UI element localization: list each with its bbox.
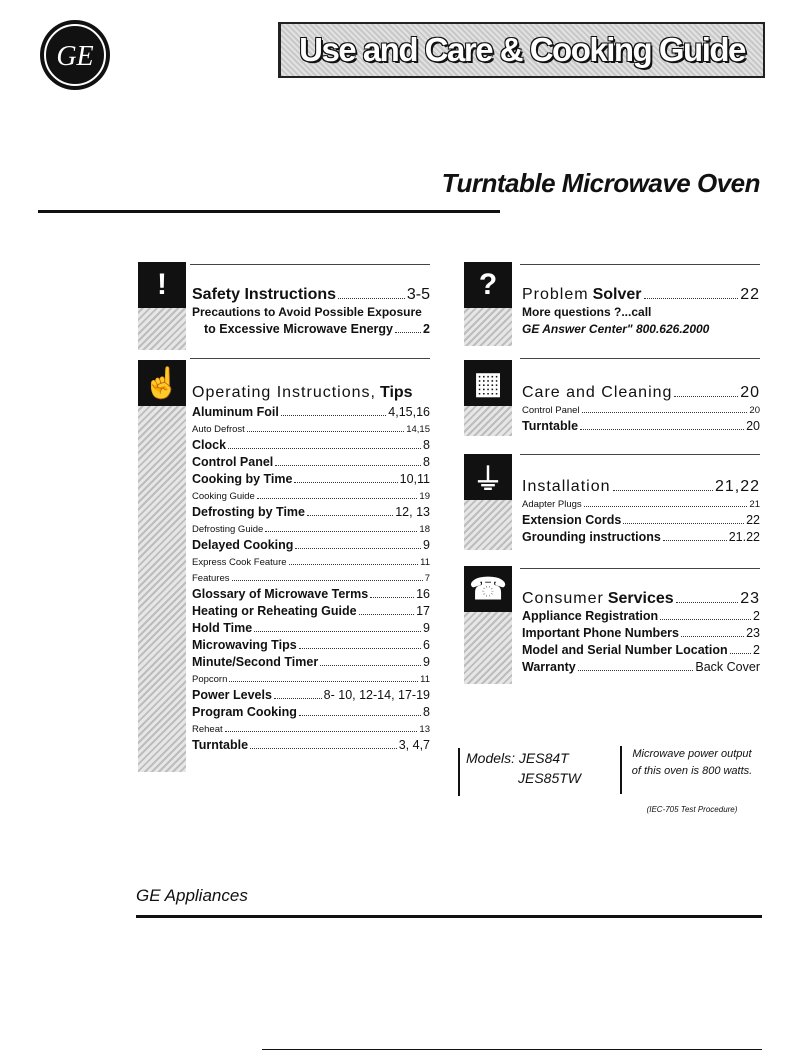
test-procedure-note: (IEC-705 Test Procedure): [646, 805, 738, 814]
toc-entry: [522, 625, 760, 642]
toc-entry-label: Adapter Plugs: [522, 499, 582, 510]
toc-entry: [192, 654, 430, 671]
care-title: Care and Cleaning: [522, 384, 673, 401]
install-title: Installation: [522, 478, 611, 495]
toc-entry-page: 8: [423, 705, 430, 719]
toc-entry-label: Extension Cords: [522, 513, 622, 527]
toc-entry-label: Reheat: [192, 724, 223, 735]
toc-entry-label: Cooking Guide: [192, 491, 255, 502]
safety-line1: Precautions to Avoid Possible Exposure: [192, 305, 422, 319]
title-banner: [278, 22, 765, 78]
toc-entry-page: 20: [749, 405, 760, 416]
toc-entry-page: 9: [423, 621, 430, 635]
toc-entry: [192, 437, 430, 454]
power-line2: of this oven is 800 watts.: [631, 765, 753, 777]
toc-entry: [192, 586, 430, 603]
toc-entry-page: 8: [423, 455, 430, 469]
toc-entry-page: 8- 10, 12-14, 17-19: [323, 688, 430, 702]
operating-title-bold: Tips: [379, 384, 413, 401]
care-section: [522, 384, 760, 435]
toc-entry-label: Hold Time: [192, 621, 253, 635]
toc-entry-label: Popcorn: [192, 674, 228, 685]
toc-entry-page: 11: [420, 557, 430, 568]
toc-entry: [192, 421, 430, 437]
models-box: [458, 748, 588, 796]
toc-entry-page: 7: [424, 573, 430, 584]
care-page: 20: [740, 384, 760, 401]
toc-entry-label: Auto Defrost: [192, 424, 245, 435]
operating-title: Operating Instructions,: [192, 384, 376, 401]
safety-section: [192, 286, 430, 338]
toc-entry: [522, 402, 760, 418]
toc-entry-label: Defrosting by Time: [192, 505, 305, 519]
phone-icon: ☎: [464, 566, 512, 684]
toc-entry-label: Clock: [192, 438, 227, 452]
model-2: JES85TW: [518, 770, 582, 786]
divider: [190, 264, 430, 265]
toc-entry-label: Microwaving Tips: [192, 638, 297, 652]
toc-entry: [192, 637, 430, 654]
toc-entry-label: Appliance Registration: [522, 609, 659, 623]
toc-entry-page: 2: [753, 643, 760, 657]
toc-entry: [192, 404, 430, 421]
toc-entry-label: Control Panel: [192, 455, 274, 469]
brand-footer: GE Appliances: [136, 886, 248, 905]
plug-icon: ⏚: [464, 454, 512, 550]
toc-entry: [522, 496, 760, 512]
problem-line2: GE Answer Center" 800.626.2000: [522, 322, 710, 336]
banner-title: Use and Care & Cooking Guide: [299, 31, 745, 68]
toc-entry-label: Delayed Cooking: [192, 538, 294, 552]
safety-line2-page: 2: [423, 322, 430, 336]
toc-entry-label: Warranty: [522, 660, 576, 674]
toc-entry-page: 19: [419, 491, 430, 502]
toc-entry: [192, 454, 430, 471]
toc-entry: [192, 671, 430, 687]
toc-entry-page: 17: [416, 604, 430, 618]
problem-title-bold: Solver: [592, 286, 642, 303]
toc-entry-label: Heating or Reheating Guide: [192, 604, 357, 618]
toc-entry-label: Express Cook Feature: [192, 557, 287, 568]
install-section: [522, 478, 760, 546]
toc-entry-page: 2: [753, 609, 760, 623]
toc-entry-page: 16: [416, 587, 430, 601]
problem-section: [522, 286, 760, 338]
toc-entry: [522, 659, 760, 676]
toc-entry-label: Grounding instructions: [522, 530, 661, 544]
divider: [520, 264, 760, 265]
consumer-section: [522, 590, 760, 676]
power-box: [620, 746, 762, 794]
toc-entry-label: Program Cooking: [192, 705, 297, 719]
page-subtitle: Turntable Microwave Oven: [441, 168, 760, 198]
toc-entry: [192, 488, 430, 504]
warning-icon: !: [138, 262, 186, 350]
toc-entry-label: Power Levels: [192, 688, 272, 702]
model-1: JES84T: [518, 750, 569, 766]
divider: [136, 915, 762, 918]
divider: [520, 568, 760, 569]
toc-entry-label: Important Phone Numbers: [522, 626, 679, 640]
toc-entry-label: Control Panel: [522, 405, 580, 416]
toc-entry-page: 21.22: [728, 530, 760, 544]
toc-entry-page: 18: [419, 524, 430, 535]
sponge-icon: ▦: [464, 360, 512, 436]
toc-entry: [192, 471, 430, 488]
toc-entry-label: Aluminum Foil: [192, 405, 279, 419]
toc-entry-page: 4,15,16: [388, 405, 430, 419]
safety-title: Safety Instructions: [192, 286, 337, 303]
toc-entry-page: 12, 13: [395, 505, 430, 519]
toc-entry-page: 20: [746, 419, 760, 433]
toc-entry-page: 9: [423, 655, 430, 669]
toc-entry: [192, 737, 430, 754]
toc-entry-label: Turntable: [192, 738, 249, 752]
toc-entry-page: 13: [419, 724, 430, 735]
problem-page: 22: [740, 286, 760, 303]
toc-entry-label: Turntable: [522, 419, 579, 433]
toc-entry: [192, 603, 430, 620]
ge-logo: [40, 20, 110, 90]
toc-entry: [522, 512, 760, 529]
toc-entry-page: 22: [746, 513, 760, 527]
toc-entry-page: Back Cover: [695, 660, 760, 674]
toc-entry: [522, 642, 760, 659]
toc-entry: [192, 687, 430, 704]
toc-entry: [192, 570, 430, 586]
toc-entry-page: 3, 4,7: [398, 738, 430, 752]
toc-entry-label: Cooking by Time: [192, 472, 293, 486]
operating-section: [192, 384, 430, 754]
toc-entry-label: Defrosting Guide: [192, 524, 264, 535]
power-line1: Microwave power output: [632, 748, 752, 760]
toc-entry-page: 23: [746, 626, 760, 640]
toc-entry: [522, 418, 760, 435]
toc-entry-page: 8: [423, 438, 430, 452]
safety-line2: to Excessive Microwave Energy: [204, 322, 393, 336]
toc-entry-label: Glossary of Microwave Terms: [192, 587, 369, 601]
question-icon: ?: [464, 262, 512, 346]
toc-entry-page: 11: [420, 674, 430, 685]
safety-page: 3-5: [406, 286, 430, 303]
divider: [520, 358, 760, 359]
toc-entry: [192, 504, 430, 521]
toc-entry-page: 14,15: [406, 424, 430, 435]
toc-entry: [192, 620, 430, 637]
toc-entry: [522, 608, 760, 625]
consumer-title-bold: Services: [607, 590, 674, 607]
problem-line1: More questions ?...call: [522, 305, 652, 319]
toc-entry-page: 10,11: [399, 472, 430, 486]
divider: [190, 358, 430, 359]
toc-entry: [192, 704, 430, 721]
toc-entry: [192, 537, 430, 554]
consumer-title: Consumer: [522, 590, 604, 607]
toc-entry: [192, 721, 430, 737]
toc-entry-label: Features: [192, 573, 230, 584]
models-label: Models:: [466, 750, 516, 766]
logo-text: GE: [56, 41, 94, 72]
divider: [38, 210, 500, 213]
problem-title: Problem: [522, 286, 589, 303]
toc-entry-label: Model and Serial Number Location: [522, 643, 728, 657]
toc-entry-label: Minute/Second Timer: [192, 655, 319, 669]
toc-entry: [522, 529, 760, 546]
toc-entry: [192, 554, 430, 570]
install-page: 21,22: [714, 478, 760, 495]
divider: [520, 454, 760, 455]
toc-entry: [192, 521, 430, 537]
hand-pointer-icon: ☝: [138, 360, 186, 772]
divider: [262, 1049, 762, 1050]
toc-entry-page: 9: [423, 538, 430, 552]
toc-entry-page: 21: [749, 499, 760, 510]
toc-entry-page: 6: [423, 638, 430, 652]
consumer-page: 23: [740, 590, 760, 607]
